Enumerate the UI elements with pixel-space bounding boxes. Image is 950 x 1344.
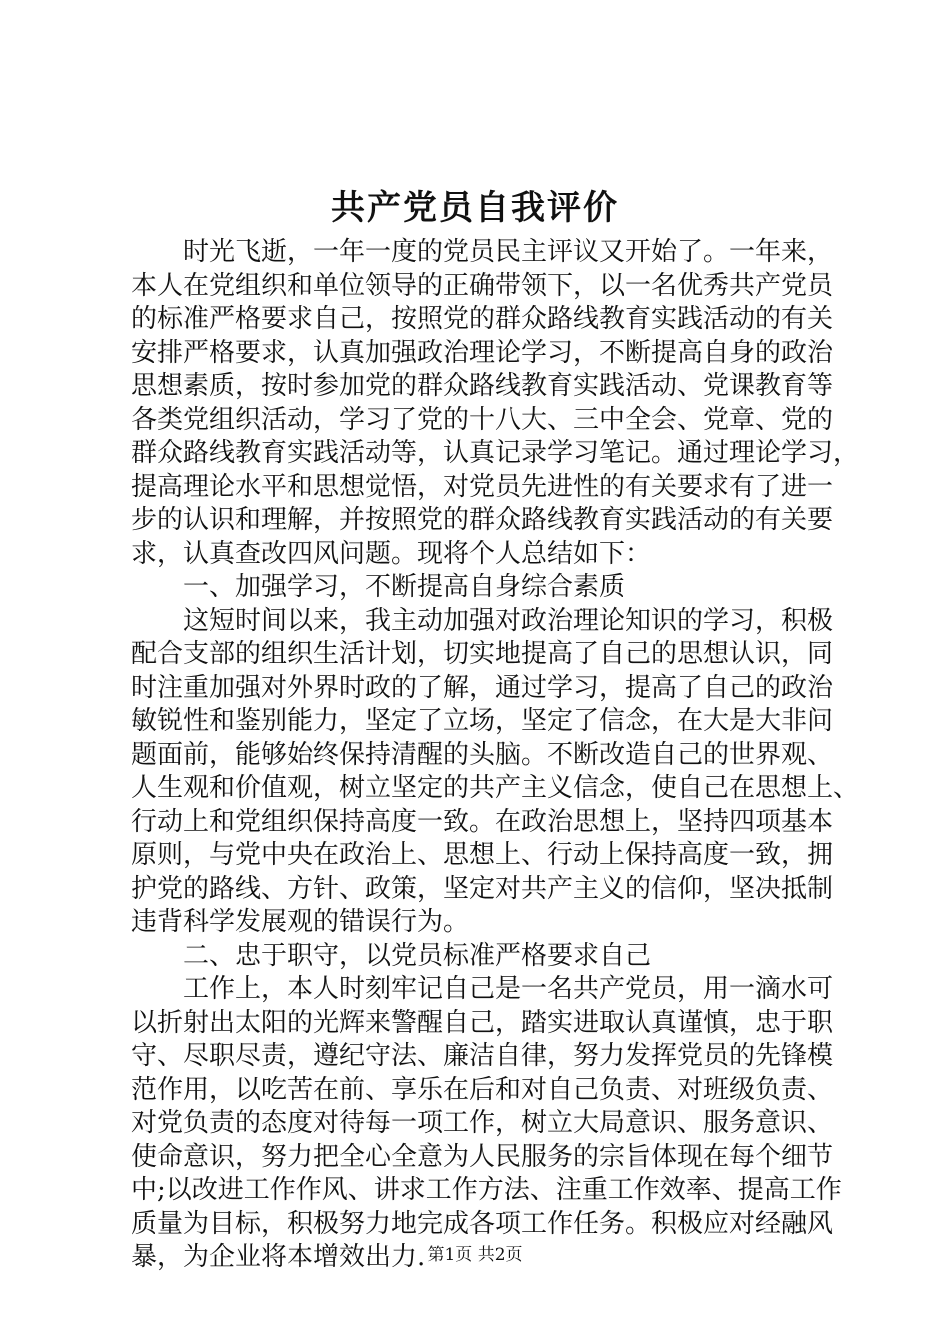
text-line: 范作用，以吃苦在前、享乐在后和对自己负责、对班级负责、: [131, 1074, 834, 1105]
text-line: 使命意识，努力把全心全意为人民服务的宗旨体现在每个细节: [131, 1141, 834, 1172]
text-line: 提高理论水平和思想觉悟，对党员先进性的有关要求有了进一: [131, 471, 834, 502]
text-line: 各类党组织活动，学习了党的十八大、三中全会、党章、党的: [131, 404, 834, 435]
text-line: 以折射出太阳的光辉来警醒自己，踏实进取认真谨慎，忠于职: [131, 1007, 834, 1038]
page-footer: 第1页 共2页: [427, 1245, 523, 1265]
text-line: 题面前，能够始终保持清醒的头脑。不断改造自己的世界观、: [131, 739, 834, 770]
text-line: 原则，与党中央在政治上、思想上、行动上保持高度一致，拥: [131, 840, 834, 870]
document-body: [131, 236, 860, 1275]
text-line: 时光飞逝，一年一度的党员民主评议又开始了。一年来，: [183, 237, 834, 267]
text-line: 违背科学发展观的错误行为。: [131, 907, 470, 937]
text-line: 群众路线教育实践活动等，认真记录学习笔记。通过理论学习，: [131, 438, 860, 468]
text-line: 配合支部的组织生活计划，切实地提高了自己的思想认识，同: [131, 639, 834, 669]
text-line: 求，认真查改四风问题。现将个人总结如下：: [131, 538, 652, 569]
text-line: 安排严格要求，认真加强政治理论学习，不断提高自身的政治: [131, 337, 834, 368]
section-heading: 二、忠于职守，以党员标准严格要求自己: [183, 940, 652, 971]
text-line: 中;以改进工作作风、讲求工作方法、注重工作效率、提高工作: [131, 1175, 842, 1205]
text-line: 行动上和党组织保持高度一致。在政治思想上，坚持四项基本: [131, 806, 834, 837]
text-line: 敏锐性和鉴别能力，坚定了立场，坚定了信念，在大是大非问: [131, 706, 834, 736]
text-line: 守、尽职尽责，遵纪守法、廉洁自律，努力发挥党员的先锋模: [131, 1041, 834, 1071]
text-line: 暴，为企业将本增效出力.: [131, 1242, 426, 1272]
text-line: 的标准严格要求自己，按照党的群众路线教育实践活动的有关: [131, 304, 834, 334]
text-line: 对党负责的态度对待每一项工作，树立大局意识、服务意识、: [131, 1108, 834, 1138]
text-line: 时注重加强对外界时政的了解，通过学习，提高了自己的政治: [131, 672, 834, 703]
text-line: 步的认识和理解，并按照党的群众路线教育实践活动的有关要: [131, 505, 834, 535]
text-line: 思想素质，按时参加党的群众路线教育实践活动、党课教育等: [131, 371, 834, 401]
text-line: 工作上，本人时刻牢记自己是一名共产党员，用一滴水可: [183, 974, 834, 1004]
section-heading: 一、加强学习，不断提高自身综合素质: [183, 572, 626, 602]
text-line: 这短时间以来，我主动加强对政治理论知识的学习，积极: [183, 605, 834, 636]
text-line: 护党的路线、方针、政策，坚定对共产主义的信仰，坚决抵制: [131, 873, 834, 904]
document-title: 共产党员自我评价: [331, 188, 619, 228]
text-line: 本人在党组织和单位领导的正确带领下，以一名优秀共产党员: [131, 270, 834, 301]
text-line: 质量为目标，积极努力地完成各项工作任务。积极应对经融风: [131, 1208, 834, 1239]
text-line: 人生观和价值观，树立坚定的共产主义信念，使自己在思想上、: [131, 773, 860, 803]
